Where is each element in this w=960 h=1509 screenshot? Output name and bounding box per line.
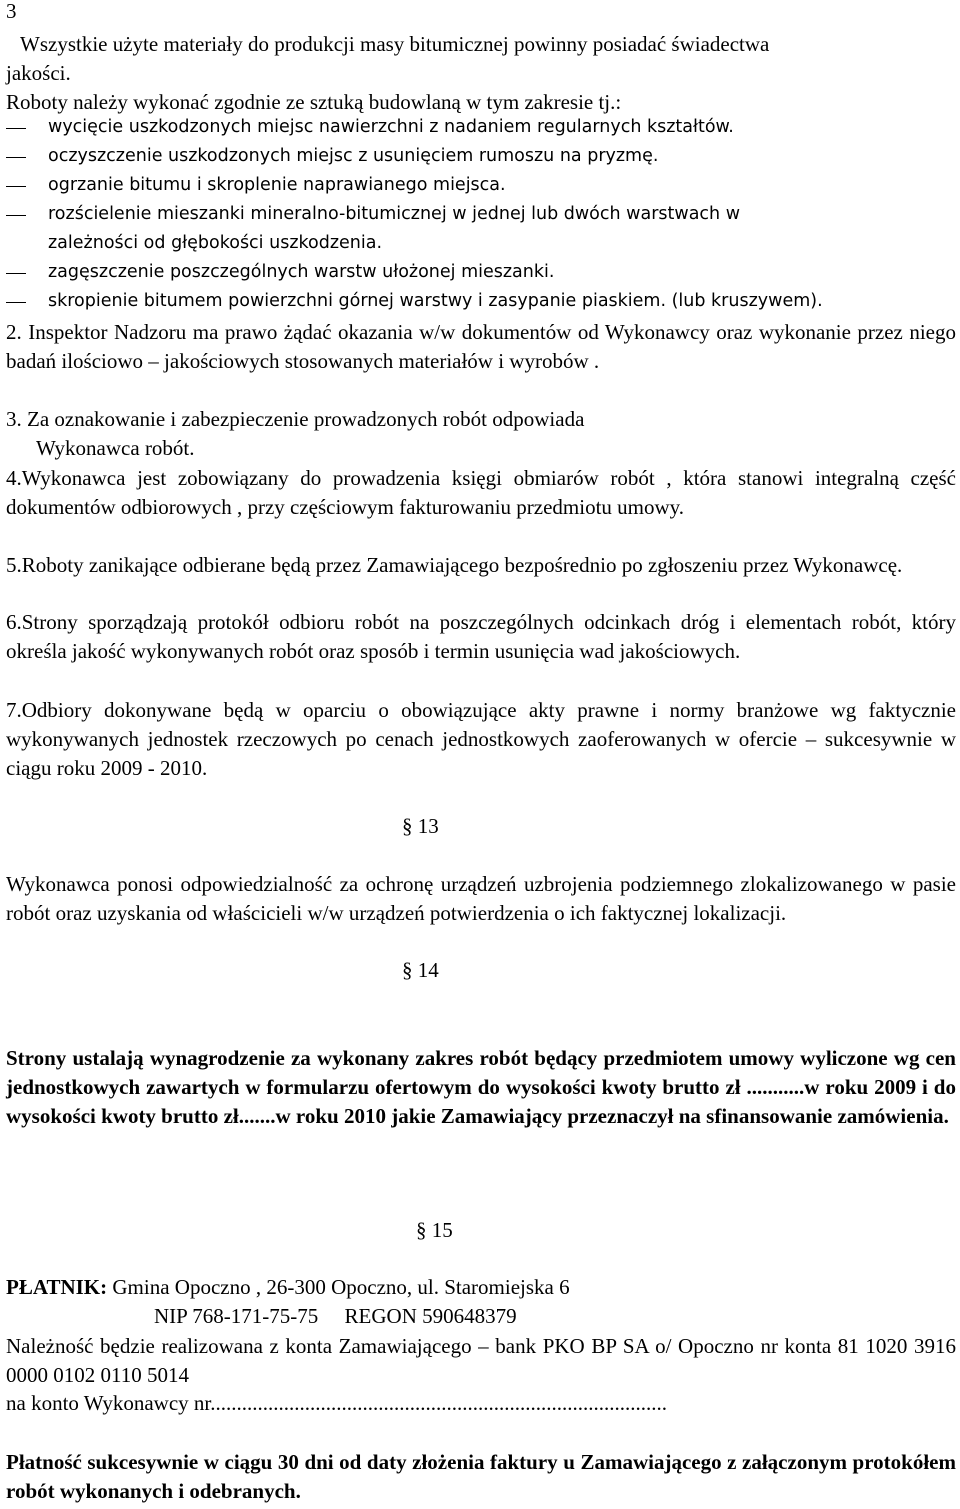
nip-regon: NIP 768-171-75-75 REGON 590648379 <box>154 1304 517 1328</box>
step-item: oczyszczenie uszkodzonych miejsc z usunięciem rumoszu na pryzmę. <box>48 146 659 166</box>
section-13-heading: § 13 <box>402 814 439 838</box>
page-number: 3 <box>6 0 17 23</box>
section-14-heading: § 14 <box>402 958 439 982</box>
point-6: 6.Strony sporządzają protokół odbioru robót na poszczególnych odcinkach dróg i elementach robót, który określa jakość wykonywanych robót oraz sposób i termin usunięcia wad jakościowych. <box>6 610 956 663</box>
point-5: 5.Roboty zanikające odbierane będą przez Zamawiającego bezpośrednio po zgłoszeniu przez Wykonawcę. <box>6 553 903 577</box>
section-14-text: Strony ustalają wynagrodzenie za wykonany zakres robót będący przedmiotem umowy wyliczone wg cen jednostkowych zawartych w formularzu ofertowym do wysokości kwoty brutto zł ...........w roku 2009 i do wysokości kwoty brutto zł.......w roku 2010 jakie Zamawiający przeznaczył na sfinansowanie zamówienia. <box>6 1046 956 1128</box>
section-13-text: Wykonawca ponosi odpowiedzialność za ochronę urządzeń uzbrojenia podziemnego zlokalizowanego w pasie robót oraz uzyskania od właścicieli w/w urządzeń potwierdzenia o ich faktycznej lokalizacji. <box>6 872 956 925</box>
step-item-continuation: zależności od głębokości uszkodzenia. <box>48 233 383 253</box>
step-item: zagęszczenie poszczególnych warstw ułożonej mieszanki. <box>48 262 555 282</box>
point-2: 2. Inspektor Nadzoru ma prawo żądać okazania w/w dokumentów od Wykonawcy oraz wykonanie przez niego badań ilościowo – jakościowych stosowanych materiałów i wyrobów . <box>6 320 956 373</box>
step-item: rozścielenie mieszanki mineralno-bitumicznej w jednej lub dwóch warstwach w <box>48 204 741 224</box>
payment-terms: Płatność sukcesywnie w ciągu 30 dni od daty złożenia faktury u Zamawiającego z załączonym protokółem robót wykonanych i odebranych. <box>6 1450 956 1503</box>
step-dash <box>6 302 26 303</box>
step-dash <box>6 215 26 216</box>
intro-line-3: Roboty należy wykonać zgodnie ze sztuką budowlaną w tym zakresie tj.: <box>6 90 622 114</box>
point-3-line-2: Wykonawca robót. <box>36 436 195 460</box>
payment-account-line: Należność będzie realizowana z konta Zamawiającego – bank PKO BP SA o/ Opoczno nr konta 81 1020 3916 0000 0102 0110 5014 <box>6 1334 956 1387</box>
point-4: 4.Wykonawca jest zobowiązany do prowadzenia księgi obmiarów robót , która stanowi integralną część dokumentów odbiorowych , przy częściowym fakturowaniu przedmiotu umowy. <box>6 466 956 519</box>
step-dash <box>6 273 26 274</box>
step-item: skropienie bitumem powierzchni górnej warstwy i zasypanie piaskiem. (lub kruszywem). <box>48 291 823 311</box>
intro-line-2: jakości. <box>6 61 71 85</box>
payer-value: Gmina Opoczno , 26-300 Opoczno, ul. Staromiejska 6 <box>112 1275 570 1299</box>
section-15-heading: § 15 <box>416 1218 453 1242</box>
step-dash <box>6 157 26 158</box>
point-7: 7.Odbiory dokonywane będą w oparciu o obowiązujące akty prawne i normy branżowe wg faktycznie wykonywanych jednostek rzeczowych po cenach jednostkowych zaoferowanych w ofercie – sukcesywnie w ciągu roku 2009 - 2010. <box>6 698 956 780</box>
contractor-account: na konto Wykonawcy nr....................................................................................... <box>6 1391 667 1415</box>
intro-line-1: Wszystkie użyte materiały do produkcji masy bitumicznej powinny posiadać świadectwa <box>20 32 770 56</box>
step-dash <box>6 128 26 129</box>
step-item: wycięcie uszkodzonych miejsc nawierzchni z nadaniem regularnych kształtów. <box>48 117 734 137</box>
payer-label: PŁATNIK: <box>6 1275 108 1299</box>
point-3-line-1: 3. Za oznakowanie i zabezpieczenie prowadzonych robót odpowiada <box>6 407 585 431</box>
payer-line <box>6 1275 570 1300</box>
step-dash <box>6 186 26 187</box>
step-item: ogrzanie bitumu i skroplenie naprawianego miejsca. <box>48 175 506 195</box>
